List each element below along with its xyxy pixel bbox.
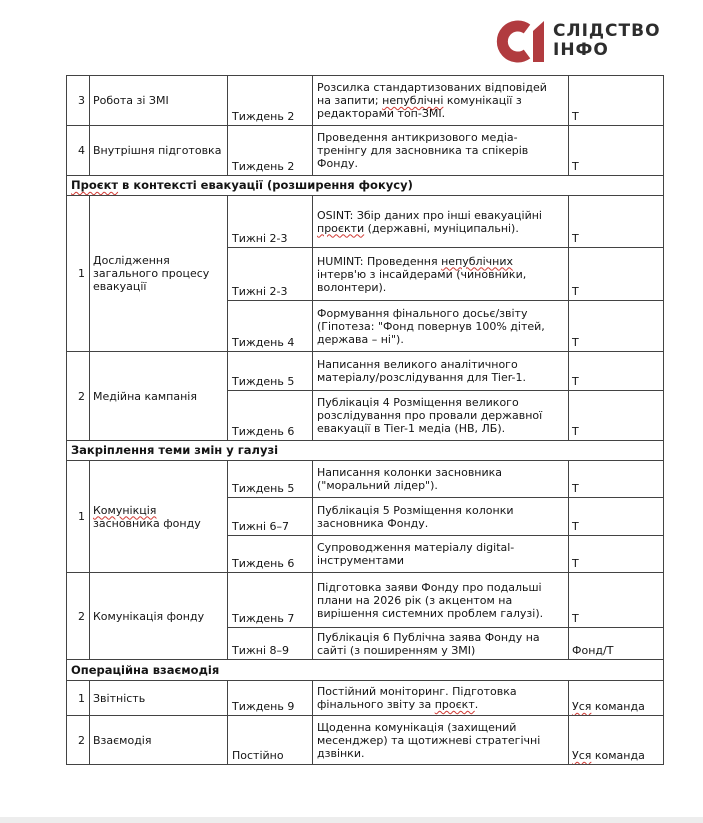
week-cell: Тижні 8–9	[228, 628, 313, 660]
owner-cell: Т	[569, 301, 664, 352]
owner-cell: Т	[569, 573, 664, 628]
task-description: Написання колонки засновника ("моральний лідер").	[313, 461, 569, 498]
section-title: Проєкт в контексті евакуації (розширення фокусу)	[67, 176, 664, 196]
week-cell: Тиждень 5	[228, 352, 313, 391]
table-row	[67, 681, 664, 716]
owner-cell: Т	[569, 391, 664, 441]
owner-cell: Т	[569, 196, 664, 248]
activity-name: Комунікція засновника фонду	[90, 461, 228, 573]
page-bottom-edge	[0, 817, 703, 823]
activity-name: Дослідження загального процесу евакуації	[90, 196, 228, 352]
row-number: 4	[67, 126, 90, 176]
plan-table	[66, 75, 663, 765]
plan-table-body	[67, 76, 664, 765]
row-number: 2	[67, 573, 90, 660]
table-row	[67, 76, 664, 126]
owner-cell: Уся команда	[569, 716, 664, 765]
week-cell: Постійно	[228, 716, 313, 765]
task-description: Публікація 6 Публічна заява Фонду на сайті (з поширенням у ЗМІ)	[313, 628, 569, 660]
row-number: 2	[67, 352, 90, 441]
activity-name: Робота зі ЗМІ	[90, 76, 228, 126]
logo-line2: ІНФО	[553, 40, 609, 60]
week-cell: Тиждень 2	[228, 76, 313, 126]
activity-name: Внутрішня підготовка	[90, 126, 228, 176]
table-row	[67, 352, 664, 391]
activity-name: Взаємодія	[90, 716, 228, 765]
section-header-row	[67, 441, 664, 461]
week-cell: Тиждень 7	[228, 573, 313, 628]
row-number: 2	[67, 716, 90, 765]
table-row	[67, 716, 664, 765]
table-row	[67, 461, 664, 498]
task-description: Формування фінального досьє/звіту (Гіпотеза: "Фонд повернув 100% дітей, держава – ні").	[313, 301, 569, 352]
activity-name: Медійна кампанія	[90, 352, 228, 441]
section-title: Операційна взаємодія	[67, 660, 664, 681]
owner-cell: Т	[569, 536, 664, 573]
slidstvo-info-logo	[494, 16, 661, 66]
task-description: OSINT: Збір даних про інші евакуаційні проєкти (державні, муніципальні).	[313, 196, 569, 248]
owner-cell: Т	[569, 352, 664, 391]
owner-cell: Т	[569, 461, 664, 498]
week-cell: Тиждень 6	[228, 391, 313, 441]
week-cell: Тиждень 5	[228, 461, 313, 498]
task-description: Публікація 4 Розміщення великого розслідування про провали державної евакуації в Tier-1 медіа (НВ, ЛБ).	[313, 391, 569, 441]
si-logo-icon	[494, 16, 546, 66]
owner-cell: Уся команда	[569, 681, 664, 716]
owner-cell: Т	[569, 126, 664, 176]
task-description: Публікація 5 Розміщення колонки засновника Фонду.	[313, 498, 569, 536]
week-cell: Тиждень 6	[228, 536, 313, 573]
owner-cell: Т	[569, 76, 664, 126]
week-cell: Тиждень 4	[228, 301, 313, 352]
week-cell: Тижні 6–7	[228, 498, 313, 536]
row-number: 1	[67, 681, 90, 716]
task-description: Написання великого аналітичного матеріалу/розслідування для Tier-1.	[313, 352, 569, 391]
logo-line1: СЛІДСТВО	[553, 21, 661, 41]
activity-name: Звітність	[90, 681, 228, 716]
row-number: 3	[67, 76, 90, 126]
task-description: Підготовка заяви Фонду про подальші плани на 2026 рік (з акцентом на вирішення системних проблем галузі).	[313, 573, 569, 628]
table-row	[67, 126, 664, 176]
task-description: Постійний моніторинг. Підготовка фінального звіту за проєкт.	[313, 681, 569, 716]
section-header-row	[67, 176, 664, 196]
task-description: HUMINT: Проведення непублічних інтерв'ю з інсайдерами (чиновники, волонтери).	[313, 248, 569, 301]
week-cell: Тижні 2-3	[228, 248, 313, 301]
task-description: Розсилка стандартизованих відповідей на запити; непублічні комунікації з редакторами топ-ЗМІ.	[313, 76, 569, 126]
task-description: Супроводження матеріалу digital-інструментами	[313, 536, 569, 573]
row-number: 1	[67, 196, 90, 352]
section-title: Закріплення теми змін у галузі	[67, 441, 664, 461]
table-row	[67, 573, 664, 628]
logo-wordmark	[553, 22, 661, 60]
owner-cell: Фонд/Т	[569, 628, 664, 660]
week-cell: Тиждень 9	[228, 681, 313, 716]
table-row	[67, 196, 664, 248]
task-description: Проведення антикризового медіа-тренінгу для засновника та спікерів Фонду.	[313, 126, 569, 176]
week-cell: Тиждень 2	[228, 126, 313, 176]
section-header-row	[67, 660, 664, 681]
task-description: Щоденна комунікація (захищений месенджер) та щотижневі стратегічні дзвінки.	[313, 716, 569, 765]
activity-name: Комунікація фонду	[90, 573, 228, 660]
week-cell: Тижні 2-3	[228, 196, 313, 248]
row-number: 1	[67, 461, 90, 573]
owner-cell: Т	[569, 248, 664, 301]
owner-cell: Т	[569, 498, 664, 536]
